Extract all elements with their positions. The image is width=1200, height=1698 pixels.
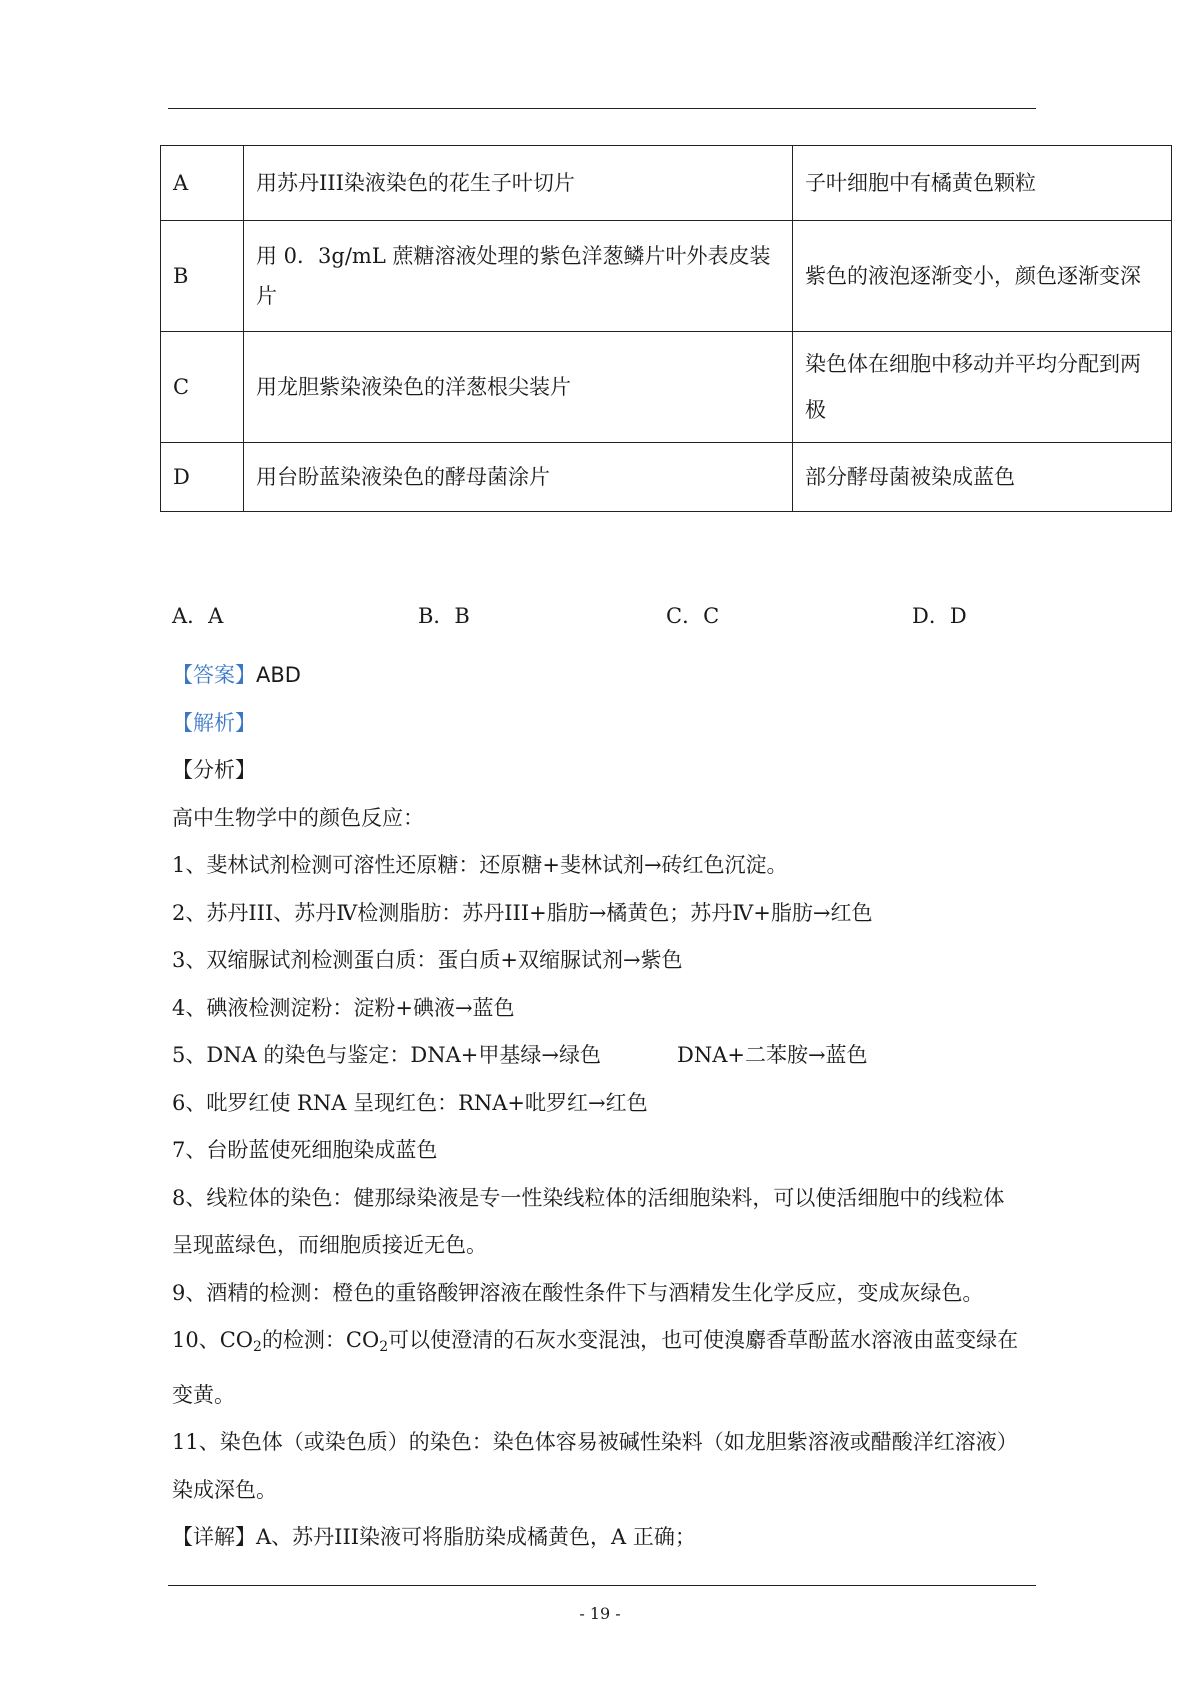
observation-cell: 部分酵母菌被染成蓝色 bbox=[793, 443, 1172, 512]
detail-label: 【详解】 bbox=[172, 1525, 256, 1549]
table-row bbox=[161, 332, 1172, 443]
material-cell: 用台盼蓝染液染色的酵母菌涂片 bbox=[244, 443, 793, 512]
detail-text: A、苏丹III染液可将脂肪染成橘黄色，A 正确； bbox=[256, 1525, 696, 1549]
list-item-part: 10、CO bbox=[172, 1328, 254, 1352]
material-cell bbox=[244, 221, 793, 332]
option-c: C．C bbox=[666, 604, 720, 628]
answer-value: ABD bbox=[256, 663, 301, 687]
table-row bbox=[161, 221, 1172, 332]
observation-line: 极 bbox=[805, 398, 826, 422]
list-item: 1、斐林试剂检测可溶性还原糖：还原糖+斐林试剂→砖红色沉淀。 bbox=[172, 853, 788, 877]
material-line: 片 bbox=[256, 284, 277, 308]
list-item: 7、台盼蓝使死细胞染成蓝色 bbox=[172, 1138, 438, 1162]
material-cell: 用龙胆紫染液染色的洋葱根尖装片 bbox=[244, 332, 793, 443]
subscript: 2 bbox=[379, 1339, 389, 1355]
intro-text: 高中生物学中的颜色反应： bbox=[172, 805, 424, 830]
list-item: 4、碘液检测淀粉：淀粉+碘液→蓝色 bbox=[172, 995, 515, 1020]
material-cell: 用苏丹III染液染色的花生子叶切片 bbox=[244, 146, 793, 221]
observation-cell: 子叶细胞中有橘黄色颗粒 bbox=[793, 146, 1172, 221]
answer-label: 【答案】 bbox=[172, 663, 256, 687]
row-label: A bbox=[161, 146, 244, 221]
list-item-continuation: 染成深色。 bbox=[172, 1477, 277, 1502]
list-item: 6、吡罗红使 RNA 呈现红色：RNA+吡罗红→红色 bbox=[172, 1090, 648, 1115]
analysis-label: 【解析】 bbox=[172, 710, 256, 735]
list-item-part: 5、DNA 的染色与鉴定：DNA+甲基绿→绿色 bbox=[172, 1043, 601, 1067]
solution-body bbox=[172, 652, 1052, 1562]
header-rule bbox=[168, 108, 1036, 109]
answer-options bbox=[172, 600, 1032, 630]
list-item: 2、苏丹III、苏丹Ⅳ检测脂肪：苏丹III+脂肪→橘黄色；苏丹Ⅳ+脂肪→红色 bbox=[172, 900, 873, 925]
list-item: 8、线粒体的染色：健那绿染液是专一性染线粒体的活细胞染料，可以使活细胞中的线粒体 bbox=[172, 1185, 1005, 1210]
fenxi-label: 【分析】 bbox=[172, 758, 256, 782]
list-item: 9、酒精的检测：橙色的重铬酸钾溶液在酸性条件下与酒精发生化学反应，变成灰绿色。 bbox=[172, 1280, 984, 1305]
table-row bbox=[161, 146, 1172, 221]
list-item: 3、双缩脲试剂检测蛋白质：蛋白质+双缩脲试剂→紫色 bbox=[172, 948, 683, 972]
option-a: A．A bbox=[172, 604, 224, 628]
option-d: D．D bbox=[912, 604, 967, 628]
list-item-continuation: 呈现蓝绿色，而细胞质接近无色。 bbox=[172, 1233, 487, 1257]
list-item-part: 可以使澄清的石灰水变混浊，也可使溴麝香草酚蓝水溶液由蓝变绿在 bbox=[388, 1328, 1019, 1352]
observation-line: 染色体在细胞中移动并平均分配到两 bbox=[805, 352, 1141, 376]
row-label: B bbox=[161, 221, 244, 332]
list-item-part: DNA+二苯胺→蓝色 bbox=[676, 1043, 868, 1067]
list-item-continuation: 变黄。 bbox=[172, 1382, 235, 1407]
row-label: C bbox=[161, 332, 244, 443]
observation-cell: 紫色的液泡逐渐变小，颜色逐渐变深 bbox=[793, 221, 1172, 332]
page-number: - 19 - bbox=[579, 1604, 621, 1623]
footer-rule bbox=[168, 1585, 1036, 1586]
answer-line bbox=[172, 652, 1052, 700]
table-row bbox=[161, 443, 1172, 512]
list-item: 11、染色体（或染色质）的染色：染色体容易被碱性染料（如龙胆紫溶液或醋酸洋红溶液） bbox=[172, 1430, 1018, 1454]
detail-line bbox=[172, 1514, 1052, 1562]
observation-cell bbox=[793, 332, 1172, 443]
list-item-part: 的检测：CO bbox=[261, 1328, 380, 1352]
material-line: 用 0．3g/mL 蔗糖溶液处理的紫色洋葱鳞片叶外表皮装 bbox=[256, 244, 771, 268]
subscript: 2 bbox=[253, 1339, 262, 1355]
row-label: D bbox=[161, 443, 244, 512]
list-item bbox=[172, 1317, 1052, 1372]
list-item bbox=[172, 1032, 1052, 1080]
experiment-table bbox=[160, 145, 1172, 512]
option-b: B．B bbox=[418, 604, 470, 628]
